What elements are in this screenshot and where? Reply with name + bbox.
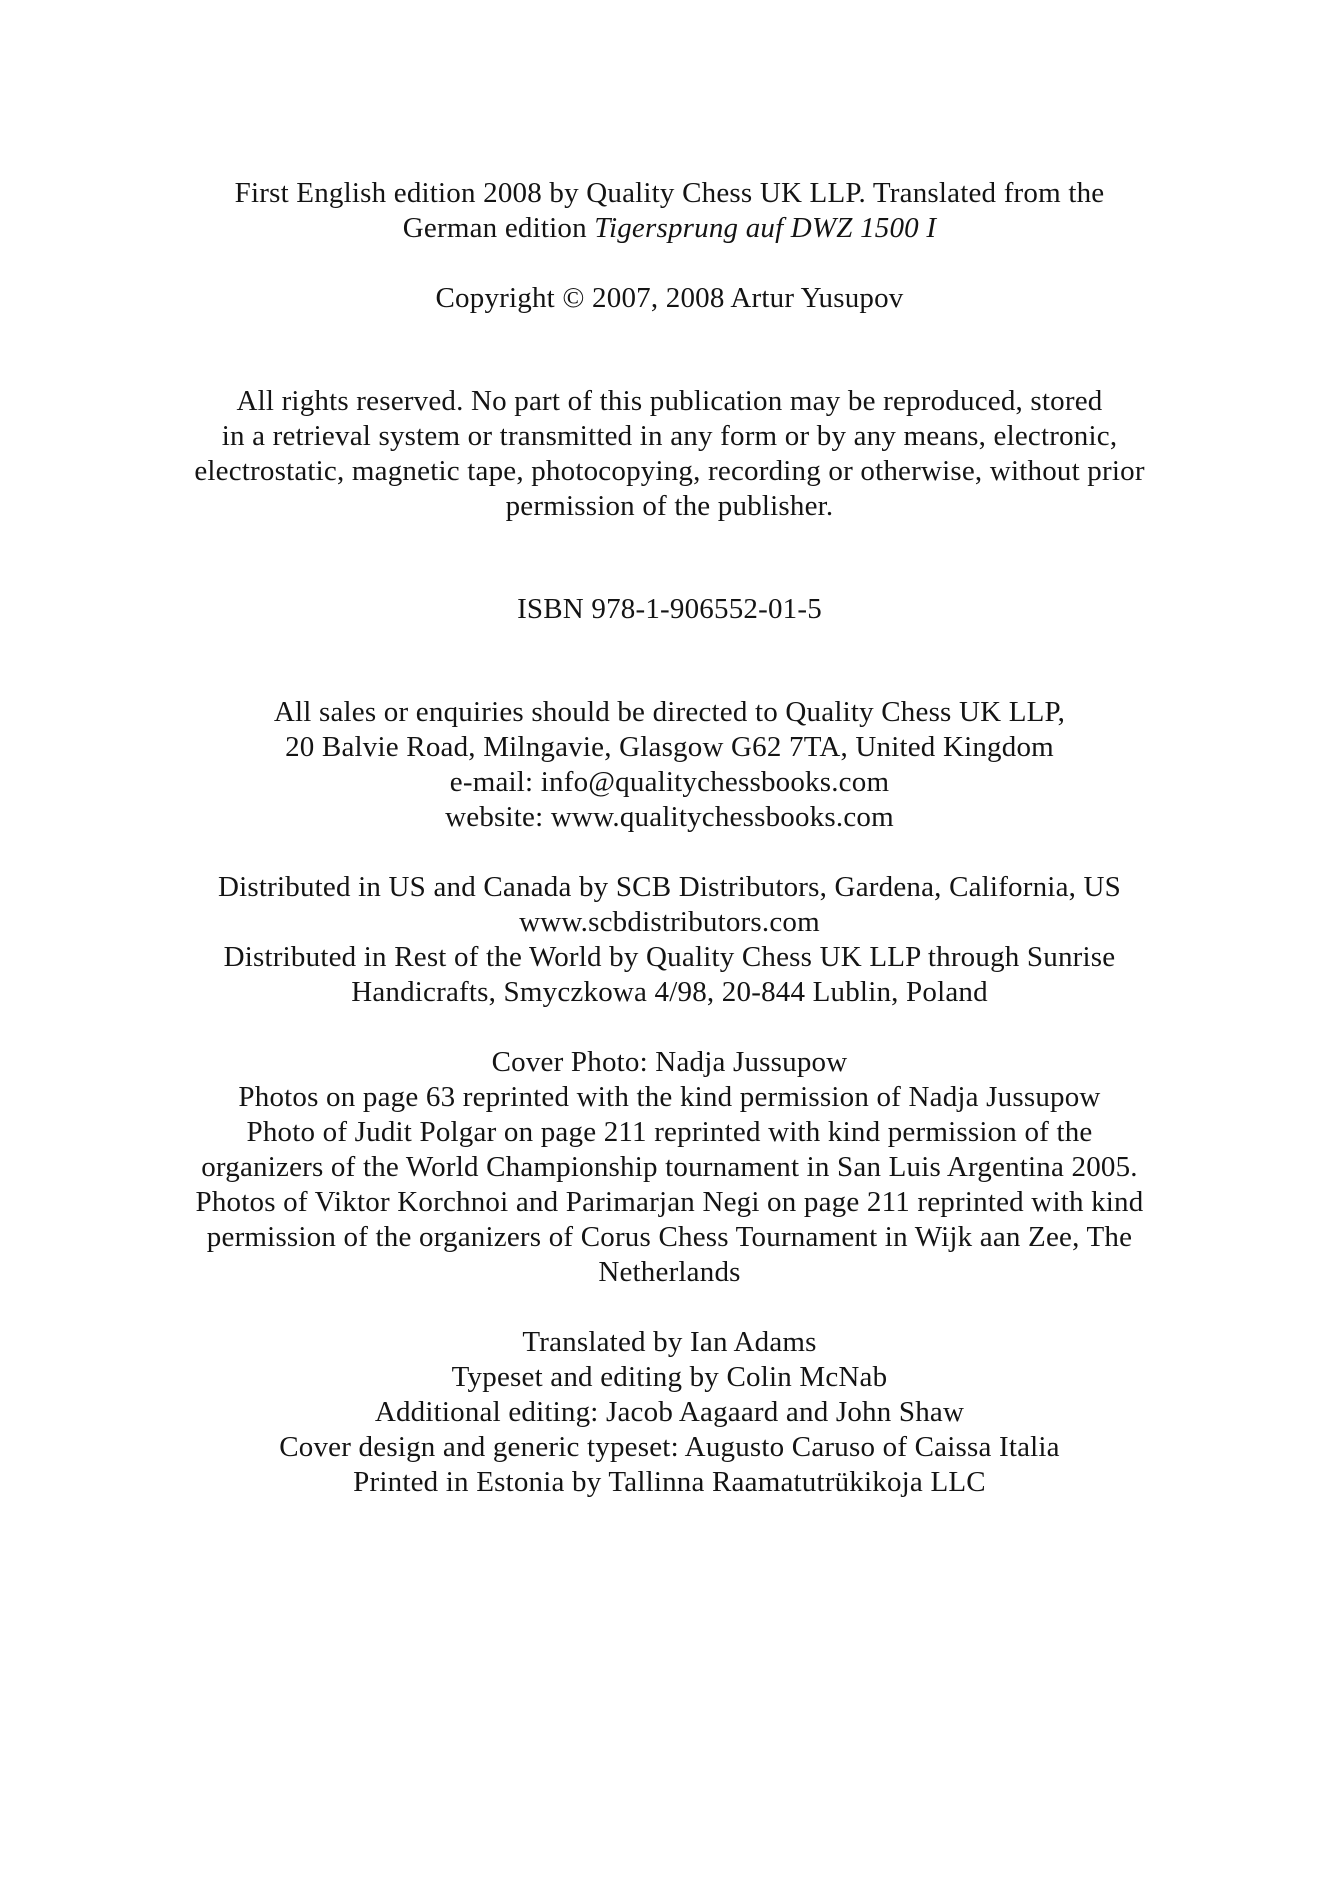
printer-credit: Printed in Estonia by Tallinna Raamatutrükikoja LLC — [353, 1466, 986, 1498]
distribution-line: Handicrafts, Smyczkowa 4/98, 20-844 Lublin, Poland — [351, 976, 988, 1008]
translator-credit: Translated by Ian Adams — [522, 1326, 817, 1358]
copyright-line: Copyright © 2007, 2008 Artur Yusupov — [435, 282, 904, 314]
edition-line-1: First English edition 2008 by Quality Chess UK LLP. Translated from the — [234, 177, 1105, 209]
distributor-website: www.scbdistributors.com — [519, 906, 820, 938]
distribution-line: Distributed in US and Canada by SCB Distributors, Gardena, California, US — [217, 871, 1122, 903]
edition-statement — [0, 176, 1339, 246]
rights-line: permission of the publisher. — [505, 490, 834, 522]
rights-line: All rights reserved. No part of this publication may be reproduced, stored — [236, 385, 1103, 417]
photo-credits-block — [0, 1045, 1339, 1290]
photo-credit-line: Photo of Judit Polgar on page 211 reprinted with kind permission of the — [246, 1116, 1093, 1148]
rights-paragraph — [0, 384, 1339, 524]
photo-credit-line: Photos of Viktor Korchnoi and Parimarjan Negi on page 211 reprinted with kind — [195, 1186, 1144, 1218]
cover-design-credit: Cover design and generic typeset: Augusto Caruso of Caissa Italia — [279, 1431, 1060, 1463]
edition-line-2 — [0, 211, 1339, 246]
sales-contact-block — [0, 695, 1339, 835]
production-credits-block — [0, 1325, 1339, 1500]
publisher-website: website: www.qualitychessbooks.com — [445, 801, 894, 833]
publisher-email: e-mail: info@qualitychessbooks.com — [449, 766, 890, 798]
original-title: Tigersprung auf DWZ 1500 I — [594, 212, 937, 244]
publisher-address: 20 Balvie Road, Milngavie, Glasgow G62 7TA, United Kingdom — [285, 731, 1054, 763]
sales-line: All sales or enquiries should be directed to Quality Chess UK LLP, — [273, 696, 1066, 728]
photo-credit-line: Netherlands — [598, 1256, 741, 1288]
photo-credit-line: Photos on page 63 reprinted with the kind permission of Nadja Jussupow — [238, 1081, 1101, 1113]
rights-line: in a retrieval system or transmitted in any form or by any means, electronic, — [221, 420, 1118, 452]
distribution-line: Distributed in Rest of the World by Quality Chess UK LLP through Sunrise — [223, 941, 1116, 973]
photo-credit-line: permission of the organizers of Corus Chess Tournament in Wijk aan Zee, The — [206, 1221, 1133, 1253]
photo-credit-line: organizers of the World Championship tournament in San Luis Argentina 2005. — [201, 1151, 1138, 1183]
cover-photo-credit: Cover Photo: Nadja Jussupow — [491, 1046, 848, 1078]
isbn-statement — [0, 592, 1339, 627]
isbn-line: ISBN 978-1-906552-01-5 — [517, 593, 822, 625]
copyright-statement — [0, 281, 1339, 316]
typeset-credit: Typeset and editing by Colin McNab — [451, 1361, 888, 1393]
distribution-block — [0, 870, 1339, 1010]
editing-credit: Additional editing: Jacob Aagaard and John Shaw — [374, 1396, 965, 1428]
rights-line: electrostatic, magnetic tape, photocopying, recording or otherwise, without prior — [194, 455, 1145, 487]
edition-line-2-prefix: German edition — [402, 212, 595, 244]
